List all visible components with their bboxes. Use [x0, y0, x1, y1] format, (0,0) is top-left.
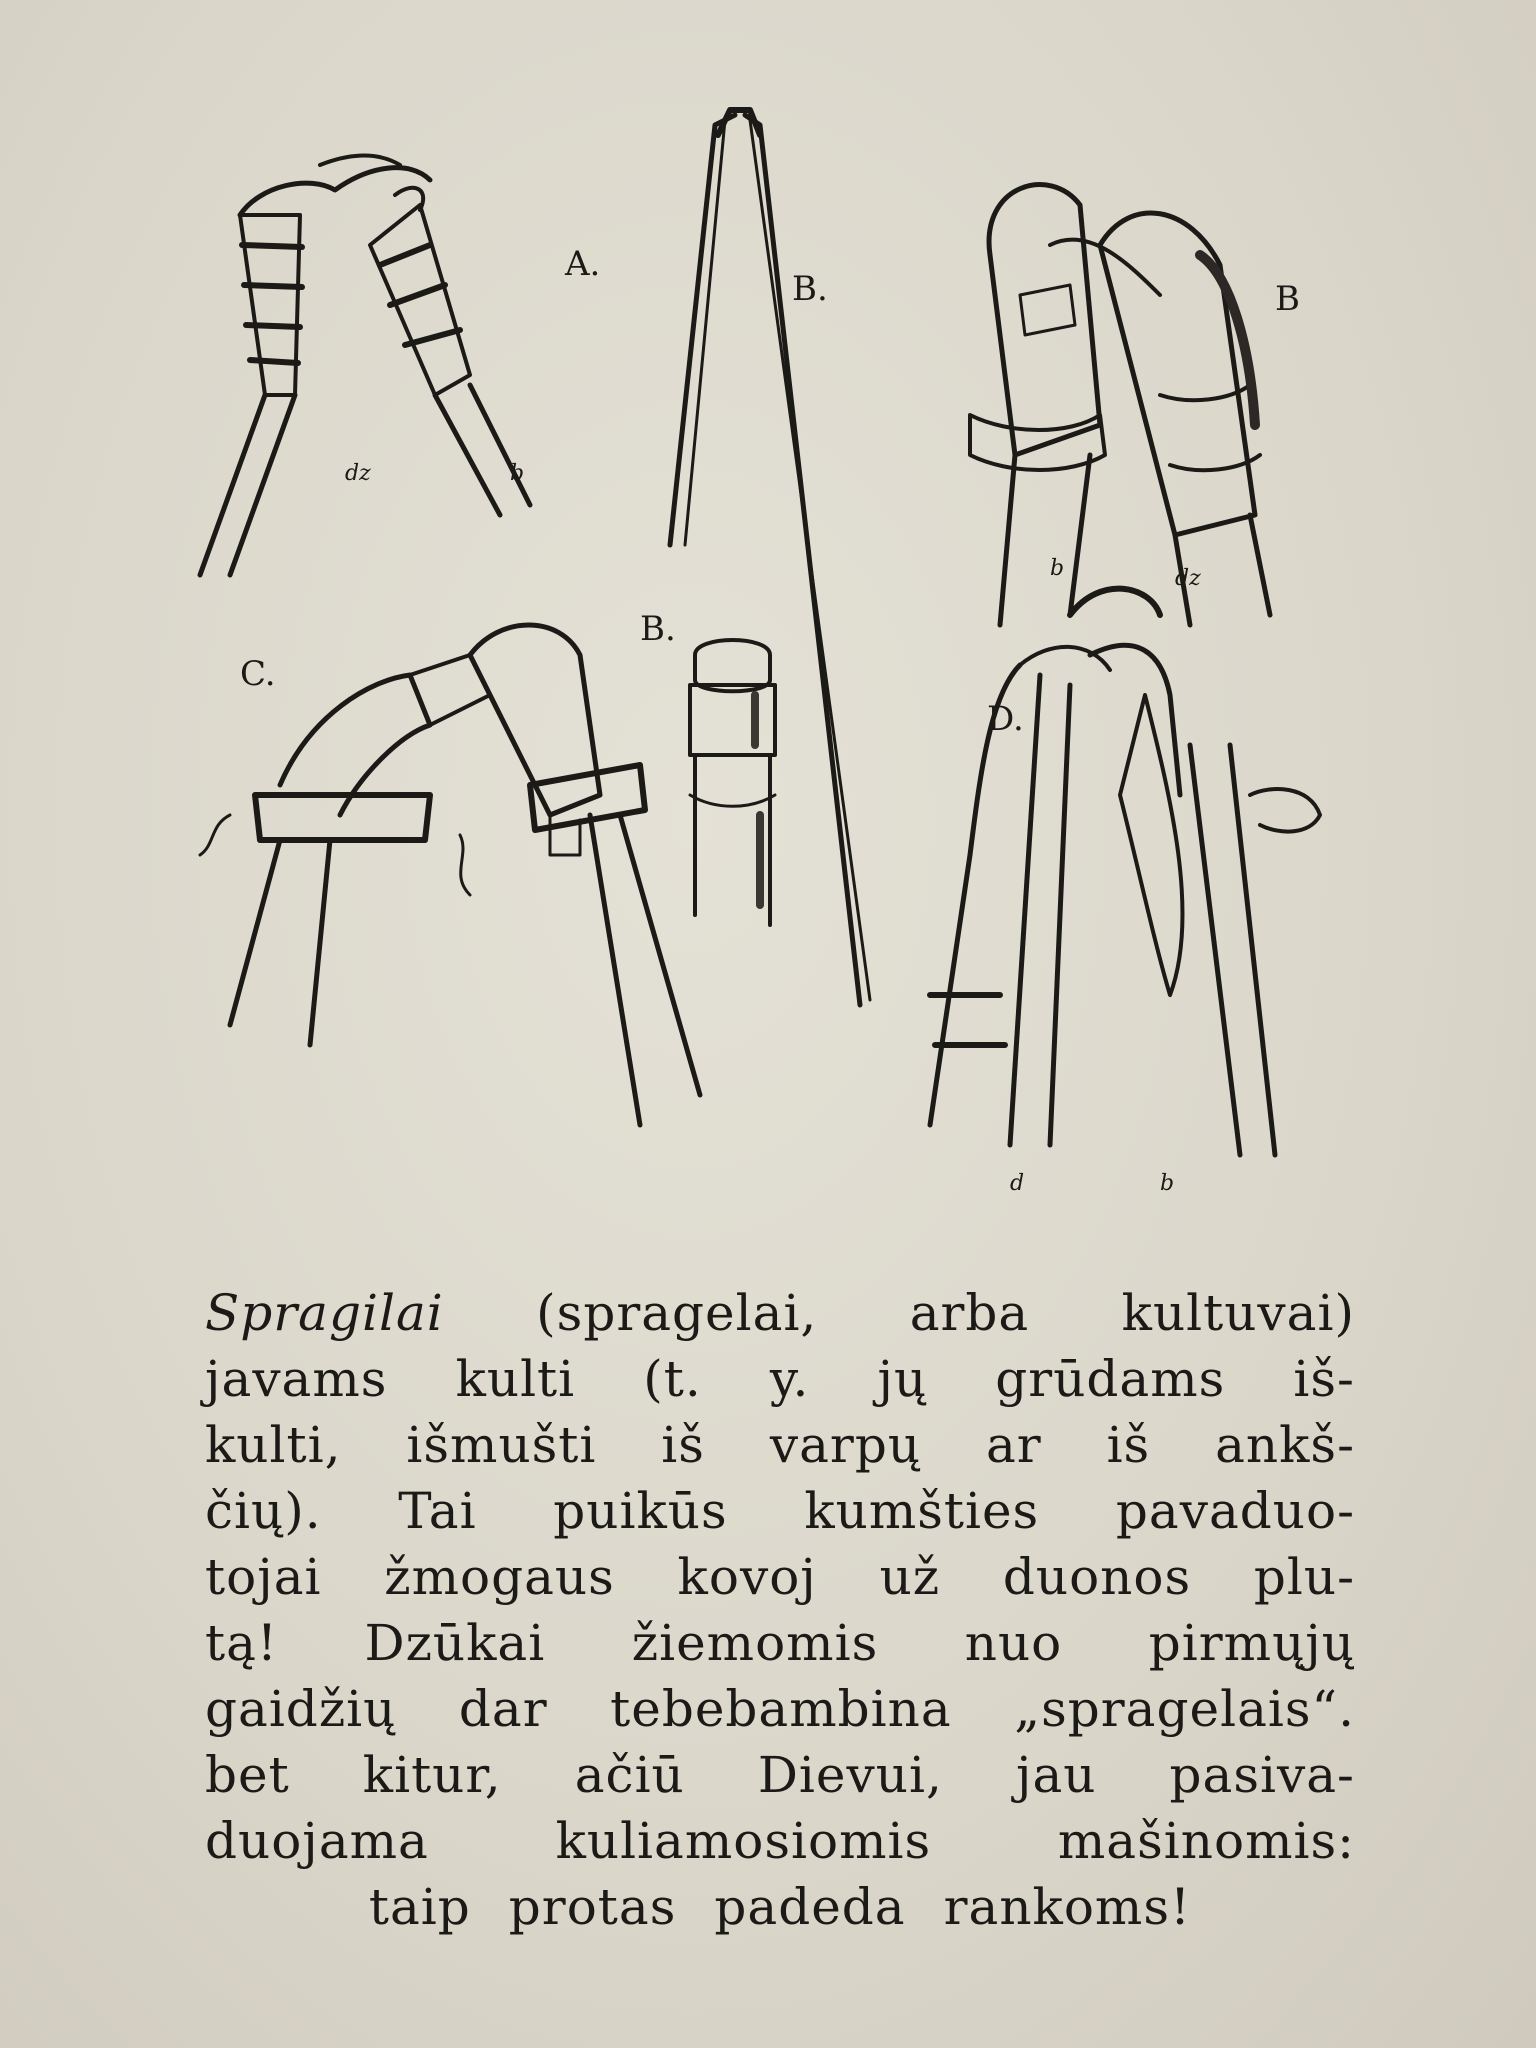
caption-word: kuliamosiomis	[555, 1812, 932, 1870]
caption-word: žiemomis	[631, 1614, 879, 1672]
caption-line	[205, 1874, 1355, 1940]
caption-word: iš	[661, 1416, 705, 1474]
caption-word: ar	[985, 1416, 1042, 1474]
caption-word: kulti,	[205, 1416, 342, 1474]
caption-word: pirmųjų	[1148, 1614, 1355, 1672]
figure-d-label: D.	[987, 699, 1024, 739]
figure-b-dz-label: dz	[1175, 566, 1201, 591]
caption-paragraph	[205, 1280, 1355, 1940]
caption-word: jau	[1015, 1746, 1097, 1804]
figure-c-drawing	[200, 625, 700, 1125]
figure-a-label: A.	[565, 244, 601, 284]
figure-b-label: B	[1275, 279, 1300, 319]
caption-word: duonos	[1002, 1548, 1192, 1606]
caption-word: kumšties	[804, 1482, 1040, 1540]
caption-line	[205, 1610, 1355, 1676]
caption-word: mašinomis:	[1057, 1812, 1355, 1870]
caption-word: gaidžių	[205, 1680, 397, 1738]
figure-d-drawing	[930, 589, 1320, 1155]
caption-word: arba	[909, 1284, 1030, 1342]
caption-word: kulti	[455, 1350, 576, 1408]
caption-word: varpų	[769, 1416, 922, 1474]
caption-word: nuo	[964, 1614, 1063, 1672]
caption-word: tojai	[205, 1548, 322, 1606]
caption-line	[205, 1346, 1355, 1412]
caption-word: pavaduo-	[1115, 1482, 1355, 1540]
caption-term: Spragilai	[205, 1284, 444, 1342]
caption-word: Dievui,	[757, 1746, 943, 1804]
caption-line	[205, 1478, 1355, 1544]
caption-word: tebebambina	[610, 1680, 952, 1738]
caption-word: pasiva-	[1169, 1746, 1355, 1804]
caption-word: čių).	[205, 1482, 322, 1540]
caption-word: iš	[1106, 1416, 1151, 1474]
caption-word: išmušti	[406, 1416, 597, 1474]
caption-word: protas	[508, 1878, 677, 1936]
caption-word: (t.	[643, 1350, 702, 1408]
figure-a-drawing	[200, 156, 530, 575]
caption-line	[205, 1412, 1355, 1478]
caption-line	[205, 1544, 1355, 1610]
caption-word: Tai	[398, 1482, 477, 1540]
caption-word: tą!	[205, 1614, 278, 1672]
caption-word: duojama	[205, 1812, 429, 1870]
figure-b-b-label: b	[1050, 556, 1065, 581]
caption-word: taip	[368, 1878, 471, 1936]
figure-a-dz-label: dz	[345, 461, 371, 486]
figure-c-label: C.	[240, 654, 276, 694]
caption-word: y.	[769, 1350, 810, 1408]
flail-illustration	[170, 95, 1370, 1235]
caption-word: ačiū	[574, 1746, 685, 1804]
caption-line	[205, 1742, 1355, 1808]
figure-b2-drawing	[690, 640, 775, 925]
caption-word: bet	[205, 1746, 290, 1804]
caption-word: ankš-	[1215, 1416, 1355, 1474]
figure-b1-label: B.	[792, 269, 828, 309]
flail-drawings	[170, 95, 1370, 1235]
caption-word: puikūs	[553, 1482, 728, 1540]
figure-b2-label: B.	[640, 609, 676, 649]
caption-word: žmogaus	[384, 1548, 615, 1606]
caption-line	[205, 1676, 1355, 1742]
caption-line	[205, 1808, 1355, 1874]
figure-d-d-label: d	[1010, 1171, 1025, 1196]
caption-word: už	[879, 1548, 941, 1606]
caption-word: javams	[205, 1350, 388, 1408]
caption-word: plu-	[1253, 1548, 1355, 1606]
caption-word: jų	[877, 1350, 928, 1408]
caption-word: grūdams	[995, 1350, 1226, 1408]
caption-word: kitur,	[362, 1746, 502, 1804]
figure-a-b-label: b	[510, 461, 525, 486]
caption-word: (spragelai,	[536, 1284, 818, 1342]
caption-word: iš-	[1293, 1350, 1355, 1408]
figure-d-b-label: b	[1160, 1171, 1175, 1196]
caption-word: padeda	[714, 1878, 906, 1936]
caption-word: Dzūkai	[364, 1614, 546, 1672]
caption-word: dar	[458, 1680, 548, 1738]
caption-word: rankoms!	[943, 1878, 1192, 1936]
figure-b-drawing	[970, 185, 1270, 625]
caption-word: kovoj	[677, 1548, 817, 1606]
caption-word: „spragelais“.	[1014, 1680, 1355, 1738]
caption-line	[205, 1280, 1355, 1346]
caption-word: kultuvai)	[1121, 1284, 1355, 1342]
